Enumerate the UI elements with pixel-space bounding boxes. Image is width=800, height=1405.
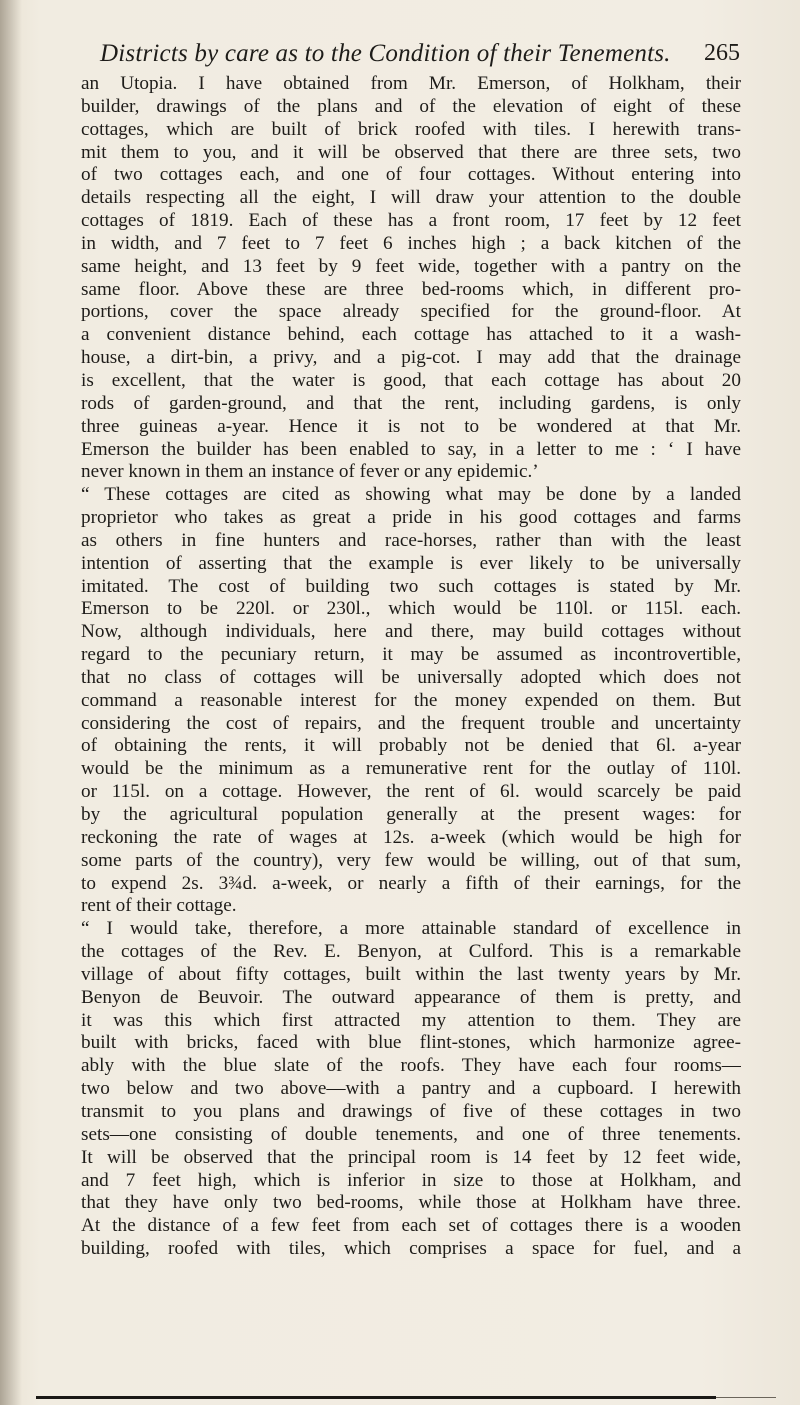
text-line: would be the minimum as a remunerative rent for the outlay of 110l. [81,758,741,780]
text-line: never known in them an instance of fever or any epidemic.’ [81,461,539,483]
text-line: two below and two above—with a pantry and a cupboard. I herewith [81,1078,741,1100]
text-line: it was this which first attracted my attention to them. They are [81,1009,741,1031]
text-line: a convenient distance behind, each cottage has attached to it a wash- [81,324,741,346]
text-line: built with bricks, faced with blue flint-stones, which harmonize agree- [81,1032,741,1054]
text-line: by the agricultural population generally at the present wages: for [81,804,741,825]
text-line: an Utopia. I have obtained from Mr. Emerson, of Holkham, their [81,73,741,94]
text-line: Benyon de Beuvoir. The outward appearance of them is pretty, and [81,986,741,1008]
text-line: building, roofed with tiles, which comprises a space for fuel, and a [81,1238,741,1260]
text-line: builder, drawings of the plans and of the elevation of eight of these [81,95,741,117]
text-line: portions, cover the space already specified for the ground-floor. At [81,301,741,323]
page-bottom-rule-tail [716,1397,776,1398]
text-line: intention of asserting that the example is ever likely to be universally [81,552,741,574]
text-line: rods of garden-ground, and that the rent, including gardens, is only [81,392,741,414]
text-line: as others in fine hunters and race-horses, rather than with the least [81,529,741,551]
text-line: and 7 feet high, which is inferior in size to those at Holkham, and [81,1169,741,1191]
text-line: house, a dirt-bin, a privy, and a pig-cot. I may add that the drainage [81,347,741,369]
text-line: regard to the pecuniary return, it may be assumed as incontrovertible, [81,644,741,666]
text-line: It will be observed that the principal room is 14 feet by 12 feet wide, [81,1146,741,1168]
text-line: Emerson to be 220l. or 230l., which would be 110l. or 115l. each. [81,598,741,620]
text-line: transmit to you plans and drawings of five of these cottages in two [81,1100,741,1122]
text-line: some parts of the country), very few would be willing, out of that sum, [81,849,741,871]
text-line: of two cottages each, and one of four cottages. Without entering into [81,164,741,186]
text-line: to expend 2s. 3¾d. a-week, or nearly a fifth of their earnings, for the [81,872,741,894]
text-line: or 115l. on a cottage. However, the rent of 6l. would scarcely be paid [81,781,741,803]
text-line: details respecting all the eight, I will draw your attention to the double [81,187,741,209]
text-line: ably with the blue slate of the roofs. They have each four rooms— [81,1055,741,1077]
text-line: cottages, which are built of brick roofed with tiles. I herewith trans- [81,118,741,140]
text-line: sets—one consisting of double tenements, and one of three tenements. [81,1123,741,1145]
text-line: that no class of cottages will be universally adopted which does not [81,666,741,688]
text-line: village of about fifty cottages, built within the last twenty years by Mr. [81,963,741,985]
text-line: cottages of 1819. Each of these has a front room, 17 feet by 12 feet [81,210,741,232]
text-line: command a reasonable interest for the money expended on them. But [81,689,741,711]
text-line: mit them to you, and it will be observed that there are three sets, two [81,141,741,163]
text-line: of obtaining the rents, it will probably not be denied that 6l. a-year [81,735,741,757]
text-line: reckoning the rate of wages at 12s. a-week (which would be high for [81,826,741,848]
text-line: “ These cottages are cited as showing what may be done by a landed [81,484,741,506]
text-line: the cottages of the Rev. E. Benyon, at Culford. This is a remarkable [81,941,741,963]
binding-shadow [0,0,22,1405]
text-line: same height, and 13 feet by 9 feet wide, together with a pantry on the [81,255,741,277]
text-line: rent of their cottage. [81,895,237,917]
text-line: considering the cost of repairs, and the frequent trouble and uncertainty [81,712,741,734]
text-line: same floor. Above these are three bed-rooms which, in different pro- [81,278,741,300]
page-number: 265 [704,40,740,66]
page-bottom-rule [36,1396,716,1399]
text-line: is excellent, that the water is good, that each cottage has about 20 [81,369,741,391]
text-line: “ I would take, therefore, a more attainable standard of excellence in [81,918,741,940]
running-title: Districts by care as to the Condition of their Tenements. [100,40,671,67]
text-line: three guineas a-year. Hence it is not to be wondered at that Mr. [81,415,741,437]
body-text [81,73,741,1261]
text-line: imitated. The cost of building two such cottages is stated by Mr. [81,575,741,597]
text-line: Now, although individuals, here and there, may build cottages without [81,621,741,643]
text-line: in width, and 7 feet to 7 feet 6 inches high ; a back kitchen of the [81,232,741,254]
text-line: proprietor who takes as great a pride in his good cottages and farms [81,507,741,529]
text-line: Emerson the builder has been enabled to say, in a letter to me : ‘ I have [81,438,741,460]
text-line: At the distance of a few feet from each set of cottages there is a wooden [81,1215,741,1237]
text-line: that they have only two bed-rooms, while those at Holkham have three. [81,1192,741,1214]
